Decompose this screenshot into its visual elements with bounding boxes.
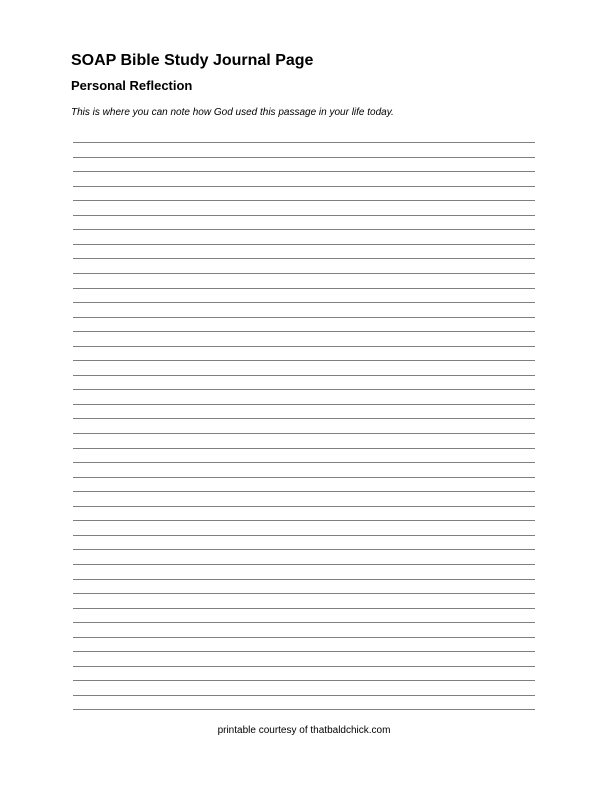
writing-line [73,157,535,158]
writing-line [73,593,535,594]
section-title: Personal Reflection [71,78,193,93]
writing-line [73,142,535,143]
writing-line [73,579,535,580]
writing-line [73,331,535,332]
writing-line [73,608,535,609]
writing-line [73,491,535,492]
writing-line [73,462,535,463]
writing-line [73,346,535,347]
writing-line [73,360,535,361]
writing-line [73,302,535,303]
writing-line [73,273,535,274]
writing-line [73,506,535,507]
writing-line [73,389,535,390]
writing-line [73,651,535,652]
writing-line [73,229,535,230]
writing-lines-area [73,142,535,712]
writing-line [73,215,535,216]
writing-line [73,666,535,667]
writing-line [73,637,535,638]
writing-line [73,258,535,259]
writing-line [73,520,535,521]
writing-line [73,244,535,245]
footer-credit: printable courtesy of thatbaldchick.com [217,725,391,736]
writing-line [73,186,535,187]
writing-line [73,375,535,376]
writing-line [73,200,535,201]
writing-line [73,477,535,478]
writing-line [73,317,535,318]
writing-line [73,171,535,172]
writing-line [73,709,535,710]
writing-line [73,535,535,536]
writing-line [73,695,535,696]
writing-line [73,549,535,550]
writing-line [73,433,535,434]
writing-line [73,288,535,289]
writing-line [73,418,535,419]
writing-line [73,680,535,681]
writing-line [73,404,535,405]
instruction-text: This is where you can note how God used this passage in your life today. [71,107,394,118]
writing-line [73,622,535,623]
writing-line [73,564,535,565]
writing-line [73,448,535,449]
page-title: SOAP Bible Study Journal Page [71,52,314,69]
